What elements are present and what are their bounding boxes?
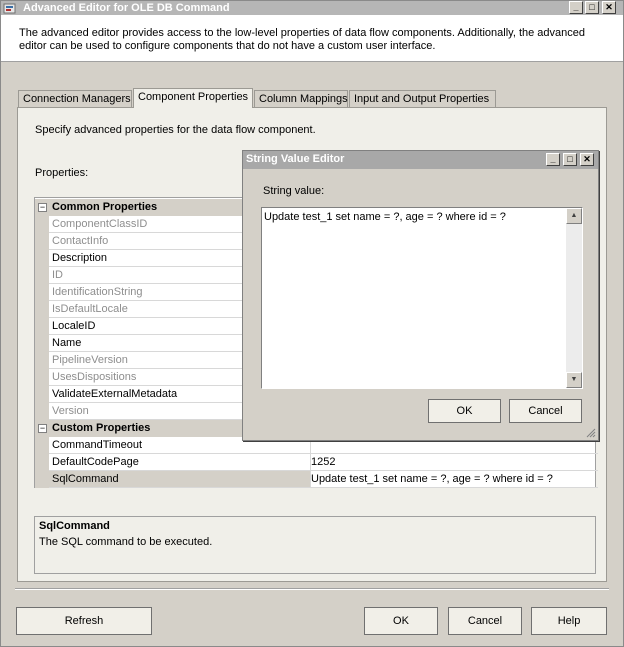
app-icon — [3, 2, 17, 14]
property-name: UsesDispositions — [49, 369, 311, 386]
property-name: ComponentClassID — [49, 216, 311, 233]
minimize-icon: _ — [573, 2, 579, 12]
property-name: SqlCommand — [49, 471, 311, 488]
maximize-icon: □ — [589, 2, 595, 12]
category-label: Custom Properties — [52, 422, 151, 434]
footer-divider — [15, 588, 609, 590]
minimize-button[interactable] — [569, 1, 583, 14]
property-description-box — [34, 516, 596, 574]
string-value-editor-dialog — [242, 150, 599, 441]
dialog-minimize-button[interactable] — [546, 153, 560, 166]
property-value[interactable]: Update test_1 set name = ?, age = ? where id = ? — [308, 471, 598, 488]
property-name: Name — [49, 335, 311, 352]
property-name: IdentificationString — [49, 284, 311, 301]
tab-connection-managers[interactable]: Connection Managers — [18, 90, 132, 108]
panel-description: Specify advanced properties for the data flow component. — [35, 124, 316, 136]
dialog-ok-button[interactable]: OK — [428, 399, 501, 423]
resize-grip-icon[interactable] — [586, 428, 596, 438]
scroll-up-icon[interactable]: ▲ — [566, 208, 582, 224]
string-value-text: Update test_1 set name = ?, age = ? where id = ? — [264, 211, 506, 223]
property-description-title: SqlCommand — [39, 520, 110, 532]
close-button[interactable] — [602, 1, 616, 14]
title-bar — [1, 1, 623, 15]
dialog-title-bar — [243, 151, 598, 169]
header-panel — [1, 15, 623, 62]
property-description-text: The SQL command to be executed. — [39, 536, 213, 548]
textarea-scrollbar[interactable] — [566, 208, 582, 388]
property-name: Version — [49, 403, 311, 420]
refresh-button[interactable]: Refresh — [16, 607, 152, 635]
maximize-button[interactable] — [585, 1, 599, 14]
properties-label: Properties: — [35, 167, 89, 179]
collapse-icon[interactable]: − — [39, 202, 46, 212]
dialog-title: String Value Editor — [246, 153, 345, 165]
property-name: ValidateExternalMetadata — [49, 386, 311, 403]
maximize-icon: □ — [567, 154, 573, 164]
help-button[interactable]: Help — [531, 607, 607, 635]
dialog-maximize-button[interactable] — [563, 153, 577, 166]
property-name: ContactInfo — [49, 233, 311, 250]
close-icon: ✕ — [605, 2, 613, 12]
property-name: IsDefaultLocale — [49, 301, 311, 318]
property-name: LocaleID — [49, 318, 311, 335]
close-icon: ✕ — [583, 154, 591, 164]
window-title: Advanced Editor for OLE DB Command — [23, 2, 230, 14]
tab-component-properties[interactable]: Component Properties — [133, 88, 253, 108]
property-name: DefaultCodePage — [49, 454, 311, 471]
cancel-button[interactable]: Cancel — [448, 607, 522, 635]
scroll-down-icon[interactable]: ▼ — [566, 372, 582, 388]
string-value-textarea[interactable] — [261, 207, 583, 389]
property-name: ID — [49, 267, 311, 284]
category-label: Common Properties — [52, 201, 158, 213]
collapse-icon[interactable]: − — [39, 423, 46, 433]
property-row[interactable] — [35, 454, 595, 471]
tab-column-mappings[interactable]: Column Mappings — [254, 90, 348, 108]
string-value-label: String value: — [263, 185, 325, 197]
property-row-selected[interactable] — [35, 471, 595, 488]
dialog-cancel-button[interactable]: Cancel — [509, 399, 582, 423]
property-name: Description — [49, 250, 311, 267]
header-description: The advanced editor provides access to the low-level properties of data flow components. Additionally, the advanced editor can be used to configure components that do not have a custom user interface. — [19, 27, 586, 52]
property-value[interactable]: 1252 — [308, 454, 598, 471]
ok-button[interactable]: OK — [364, 607, 438, 635]
property-name: CommandTimeout — [49, 437, 311, 454]
property-name: PipelineVersion — [49, 352, 311, 369]
dialog-close-button[interactable] — [580, 153, 594, 166]
tab-input-output-properties[interactable]: Input and Output Properties — [349, 90, 496, 108]
minimize-icon: _ — [550, 154, 556, 164]
